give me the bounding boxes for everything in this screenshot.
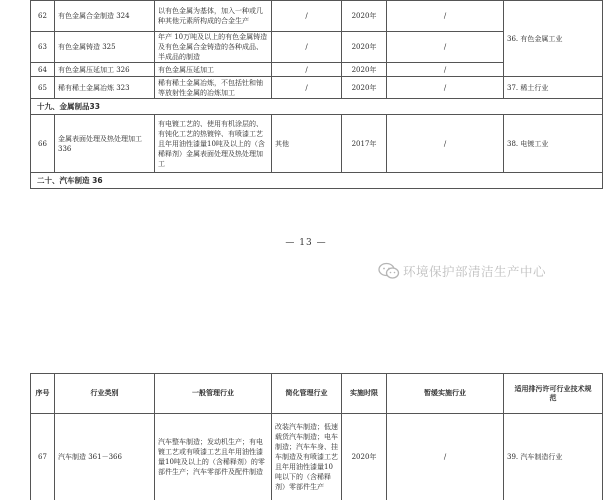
top-table bbox=[30, 0, 603, 189]
implementation-year: 2020年 bbox=[342, 77, 387, 99]
industry-category: 有色金属压延加工 326 bbox=[55, 63, 155, 77]
postponed-industry: / bbox=[387, 63, 504, 77]
bottom-table bbox=[30, 373, 603, 500]
industry-category: 稀有稀土金属冶炼 323 bbox=[55, 77, 155, 99]
header-simplified: 简化管理行业 bbox=[272, 374, 342, 414]
general-management: 以有色金属为基体，加入一种或几种其他元素所构成的合金生产 bbox=[155, 1, 272, 32]
row-number: 64 bbox=[31, 63, 55, 77]
implementation-year: 2017年 bbox=[342, 115, 387, 173]
general-management: 有电镀工艺的、使用有机涂层的、有钝化工艺的热镀锌、有喷漆工艺且年用油性漆量10吨及以上的（含稀释剂）金属表面处理及热处理加工 bbox=[155, 115, 272, 173]
section-heading: 十九、金属制品33 bbox=[31, 99, 603, 115]
postponed-industry: / bbox=[387, 1, 504, 32]
implementation-year: 2020年 bbox=[342, 63, 387, 77]
postponed-industry: / bbox=[387, 414, 504, 500]
industry-category: 汽车制造 361－366 bbox=[55, 414, 155, 500]
implementation-year: 2020年 bbox=[342, 414, 387, 500]
header-row bbox=[31, 374, 603, 414]
table-row bbox=[31, 1, 603, 32]
general-management: 汽车整车制造；发动机生产；有电镀工艺或有喷漆工艺且年用油性漆量10吨及以上的（含稀释剂）的零部件生产；汽车零部件及配件制造 bbox=[155, 414, 272, 500]
header-general: 一般管理行业 bbox=[155, 374, 272, 414]
page-number: — 13 — bbox=[285, 238, 327, 248]
simplified-management: / bbox=[272, 63, 342, 77]
technical-standard: 37. 稀土行业 bbox=[504, 77, 603, 99]
section-row bbox=[31, 99, 603, 115]
general-management: 有色金属压延加工 bbox=[155, 63, 272, 77]
wechat-icon bbox=[378, 262, 400, 280]
row-number: 62 bbox=[31, 1, 55, 32]
section-row bbox=[31, 173, 603, 189]
industry-category: 有色金属合金制造 324 bbox=[55, 1, 155, 32]
header-category: 行业类别 bbox=[55, 374, 155, 414]
technical-standard: 38. 电镀工业 bbox=[504, 115, 603, 173]
header-postponed: 暂缓实施行业 bbox=[387, 374, 504, 414]
simplified-management: / bbox=[272, 32, 342, 63]
header-standard: 适用排污许可行业技术规范 bbox=[504, 374, 603, 414]
general-management: 年产 10万吨及以上的有色金属铸造及有色金属合金铸造的各种成品、半成品的制造 bbox=[155, 32, 272, 63]
row-number: 67 bbox=[31, 414, 55, 500]
postponed-industry: / bbox=[387, 115, 504, 173]
postponed-industry: / bbox=[387, 32, 504, 63]
row-number: 66 bbox=[31, 115, 55, 173]
simplified-management: / bbox=[272, 1, 342, 32]
simplified-management: 其他 bbox=[272, 115, 342, 173]
implementation-year: 2020年 bbox=[342, 32, 387, 63]
technical-standard: 39. 汽车制造行业 bbox=[504, 414, 603, 500]
industry-category: 金属表面处理及热处理加工 336 bbox=[55, 115, 155, 173]
row-number: 65 bbox=[31, 77, 55, 99]
watermark bbox=[378, 262, 546, 280]
table-row bbox=[31, 77, 603, 99]
table-row bbox=[31, 115, 603, 173]
header-no: 序号 bbox=[31, 374, 55, 414]
section-heading: 二十、汽车制造 36 bbox=[31, 173, 603, 189]
simplified-management: 改装汽车制造；低速载货汽车制造；电车制造；汽车车身、挂车制造及有喷漆工艺且年用油性漆量10吨以下的（含稀释剂）零部件生产 bbox=[272, 414, 342, 500]
implementation-year: 2020年 bbox=[342, 1, 387, 32]
watermark-text: 环境保护部清洁生产中心 bbox=[403, 264, 547, 279]
general-management: 稀有稀土金属冶炼，不包括钍和铀等放射性金属的冶炼加工 bbox=[155, 77, 272, 99]
simplified-management: / bbox=[272, 77, 342, 99]
header-year: 实施时限 bbox=[342, 374, 387, 414]
industry-category: 有色金属铸造 325 bbox=[55, 32, 155, 63]
postponed-industry: / bbox=[387, 77, 504, 99]
technical-standard: 36. 有色金属工业 bbox=[504, 1, 603, 77]
table-row bbox=[31, 414, 603, 500]
row-number: 63 bbox=[31, 32, 55, 63]
